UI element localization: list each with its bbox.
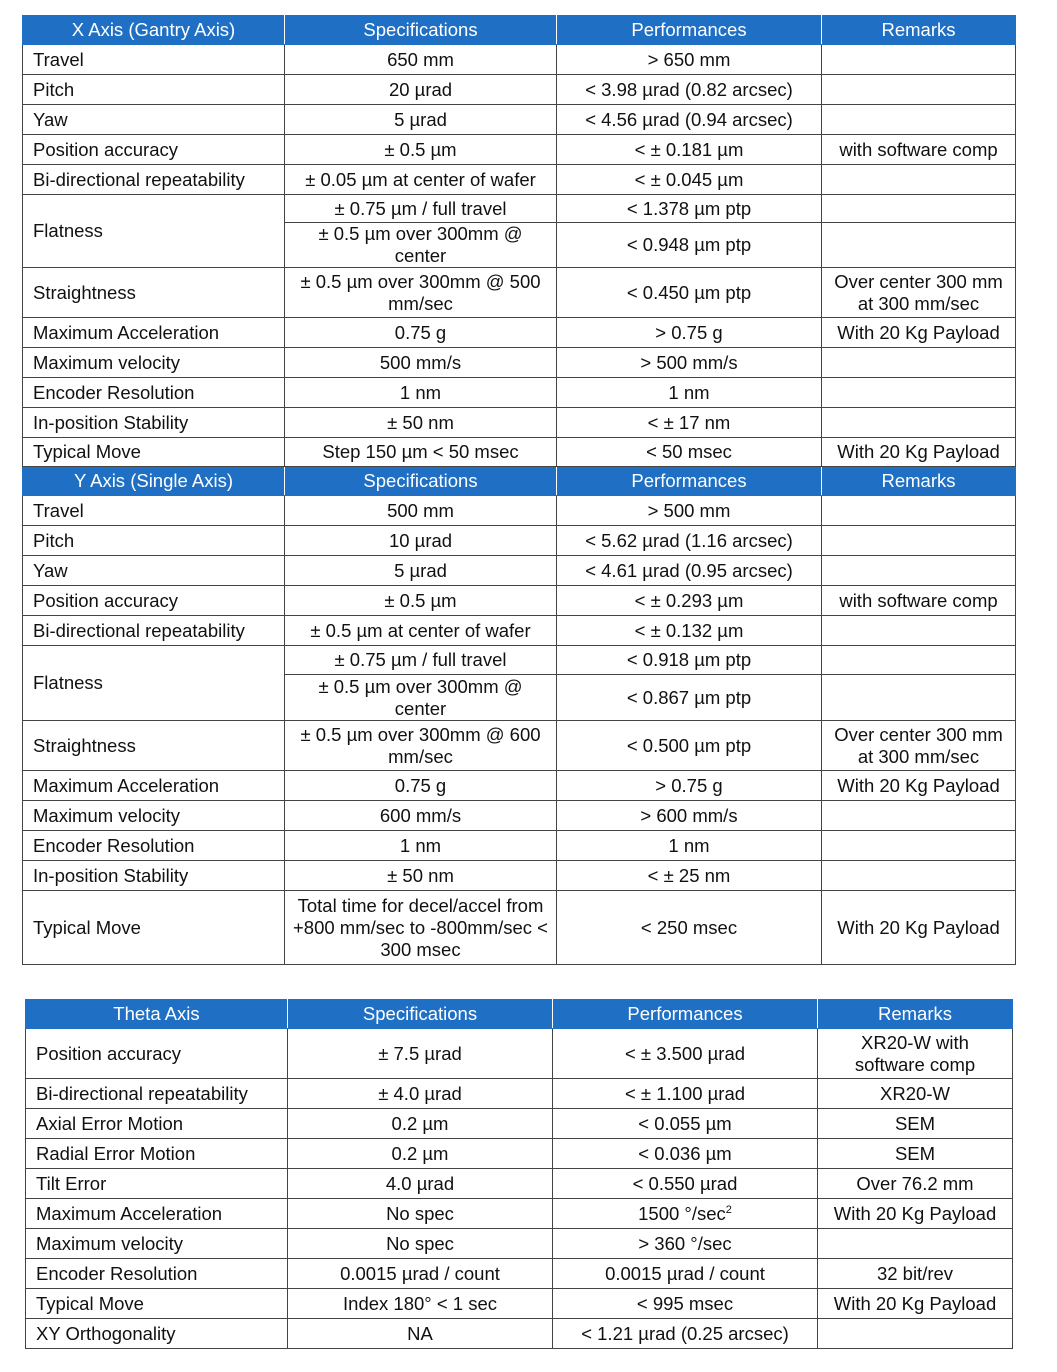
perf-cell: < 4.56 µrad (0.94 arcsec) [557,105,822,135]
perf-cell: > 0.75 g [557,318,822,348]
param-cell: Position accuracy [26,1029,288,1079]
spec-cell: No spec [288,1199,553,1229]
spec-cell: ± 7.5 µrad [288,1029,553,1079]
performances-header-cell: Performances [557,467,822,496]
perf-cell: > 600 mm/s [557,801,822,831]
table-row [23,831,1016,861]
performances-header-cell: Performances [557,16,822,45]
spec-cell: ± 0.5 µm at center of wafer [285,616,557,646]
table-row [23,165,1016,195]
spec-cell: 10 µrad [285,526,557,556]
table-row [26,1289,1013,1319]
param-cell: Typical Move [23,438,285,467]
table-row [23,75,1016,105]
remark-cell [822,861,1016,891]
table-row [26,1319,1013,1349]
param-cell: Travel [23,496,285,526]
specifications-header-cell: Specifications [285,16,557,45]
spec-cell: No spec [288,1229,553,1259]
spec-cell: 5 µrad [285,105,557,135]
perf-cell: < 3.98 µrad (0.82 arcsec) [557,75,822,105]
theta-axis-header-cell: Theta Axis [26,1000,288,1029]
param-cell: Maximum velocity [23,348,285,378]
param-cell: Maximum Acceleration [23,318,285,348]
table-row [23,616,1016,646]
remark-cell: With 20 Kg Payload [818,1289,1013,1319]
perf-cell: < 0.867 µm ptp [557,675,822,721]
table-row [26,1109,1013,1139]
param-cell: In-position Stability [23,861,285,891]
remark-cell: with software comp [822,586,1016,616]
spec-cell: ± 50 nm [285,408,557,438]
param-cell: Yaw [23,105,285,135]
specifications-header-cell: Specifications [285,467,557,496]
remark-cell [822,616,1016,646]
perf-cell: < 4.61 µrad (0.95 arcsec) [557,556,822,586]
param-cell: Typical Move [26,1289,288,1319]
remark-cell: Over 76.2 mm [818,1169,1013,1199]
perf-cell: < 0.055 µm [553,1109,818,1139]
remark-cell [822,831,1016,861]
x-axis-header-cell: X Axis (Gantry Axis) [23,16,285,45]
remark-cell [822,526,1016,556]
param-cell: Maximum velocity [26,1229,288,1259]
remark-cell: 32 bit/rev [818,1259,1013,1289]
remark-cell [822,646,1016,675]
table-row [26,1079,1013,1109]
param-cell: Radial Error Motion [26,1139,288,1169]
spec-cell: 500 mm/s [285,348,557,378]
table-row [26,1199,1013,1229]
table-row [23,378,1016,408]
param-cell: Straightness [23,268,285,318]
table-row [26,1029,1013,1079]
param-cell: Encoder Resolution [23,831,285,861]
perf-cell: < 5.62 µrad (1.16 arcsec) [557,526,822,556]
table-row [26,1259,1013,1289]
table-row [23,586,1016,616]
param-cell: Maximum Acceleration [26,1199,288,1229]
perf-cell: < 0.948 µm ptp [557,223,822,268]
remark-cell: With 20 Kg Payload [822,318,1016,348]
remark-cell [822,408,1016,438]
perf-cell: < 250 msec [557,891,822,965]
table-row [23,268,1016,318]
table-row [23,195,1016,223]
table-row [23,105,1016,135]
param-cell: Maximum Acceleration [23,771,285,801]
param-cell: Typical Move [23,891,285,965]
param-cell: Bi-directional repeatability [23,616,285,646]
param-cell: Bi-directional repeatability [23,165,285,195]
specifications-header-cell: Specifications [288,1000,553,1029]
table-row [26,1169,1013,1199]
remark-cell: SEM [818,1139,1013,1169]
remark-cell [822,801,1016,831]
perf-cell: < ± 25 nm [557,861,822,891]
table-row [23,891,1016,965]
spec-cell: 0.2 µm [288,1109,553,1139]
perf-cell: < ± 1.100 µrad [553,1079,818,1109]
spec-cell: ± 4.0 µrad [288,1079,553,1109]
spec-cell: 1 nm [285,831,557,861]
perf-cell: > 360 °/sec [553,1229,818,1259]
remark-cell: Over center 300 mm at 300 mm/sec [822,721,1016,771]
performances-header-cell: Performances [553,1000,818,1029]
param-cell: In-position Stability [23,408,285,438]
perf-cell: < 0.550 µrad [553,1169,818,1199]
perf-cell: 1 nm [557,378,822,408]
table-row [23,556,1016,586]
table-row [23,861,1016,891]
theta-axis-header-row [26,1000,1013,1029]
x-axis-header-row [23,16,1016,45]
spec-cell: 5 µrad [285,556,557,586]
table-row [23,348,1016,378]
spec-cell: 1 nm [285,378,557,408]
perf-cell: < ± 17 nm [557,408,822,438]
remark-cell: With 20 Kg Payload [822,891,1016,965]
remark-cell [818,1319,1013,1349]
spec-cell: ± 0.5 µm [285,586,557,616]
table-row [23,408,1016,438]
param-cell: Flatness [23,195,285,268]
perf-cell: 1 nm [557,831,822,861]
y-axis-header-row [23,467,1016,496]
param-cell: Position accuracy [23,135,285,165]
remark-cell [822,75,1016,105]
param-cell: Flatness [23,646,285,721]
spec-cell: 0.0015 µrad / count [288,1259,553,1289]
theta-axis-spec-table [25,999,1013,1349]
table-row [23,496,1016,526]
perf-cell: < ± 3.500 µrad [553,1029,818,1079]
superscript: 2 [725,1203,732,1216]
spec-cell: 500 mm [285,496,557,526]
perf-cell: > 650 mm [557,45,822,75]
spec-cell: Index 180° < 1 sec [288,1289,553,1319]
remark-cell [822,378,1016,408]
spec-cell: 600 mm/s [285,801,557,831]
table-row [23,771,1016,801]
param-cell: Position accuracy [23,586,285,616]
perf-cell: < 0.500 µm ptp [557,721,822,771]
param-cell: Axial Error Motion [26,1109,288,1139]
remark-cell [822,165,1016,195]
spec-cell: Total time for decel/accel from +800 mm/sec to -800mm/sec < 300 msec [285,891,557,965]
param-cell: XY Orthogonality [26,1319,288,1349]
remarks-header-cell: Remarks [818,1000,1013,1029]
param-cell: Tilt Error [26,1169,288,1199]
perf-cell: > 0.75 g [557,771,822,801]
perf-value: 1500 °/sec [638,1202,726,1224]
perf-cell [553,1199,818,1229]
table-row [26,1229,1013,1259]
spec-cell: ± 0.75 µm / full travel [285,195,557,223]
spec-cell: Step 150 µm < 50 msec [285,438,557,467]
table-row [26,1139,1013,1169]
perf-cell: < 0.036 µm [553,1139,818,1169]
table-row [23,45,1016,75]
remark-cell [822,105,1016,135]
remark-cell: XR20-W [818,1079,1013,1109]
param-cell: Maximum velocity [23,801,285,831]
param-cell: Encoder Resolution [23,378,285,408]
spec-cell: ± 50 nm [285,861,557,891]
table-row [23,135,1016,165]
param-cell: Travel [23,45,285,75]
spec-cell: 650 mm [285,45,557,75]
remark-cell [822,556,1016,586]
perf-cell: > 500 mm/s [557,348,822,378]
remark-cell: With 20 Kg Payload [822,771,1016,801]
y-axis-header-cell: Y Axis (Single Axis) [23,467,285,496]
remark-cell [822,496,1016,526]
spec-cell: ± 0.5 µm over 300mm @ center [285,223,557,268]
spec-cell: ± 0.5 µm over 300mm @ 500 mm/sec [285,268,557,318]
table-row [23,438,1016,467]
spec-cell: ± 0.5 µm over 300mm @ center [285,675,557,721]
perf-cell: < 995 msec [553,1289,818,1319]
param-cell: Pitch [23,75,285,105]
perf-cell: < 1.378 µm ptp [557,195,822,223]
table-row [23,526,1016,556]
spec-cell: ± 0.5 µm [285,135,557,165]
spec-cell: ± 0.75 µm / full travel [285,646,557,675]
remark-cell [818,1229,1013,1259]
perf-cell: < ± 0.045 µm [557,165,822,195]
remark-cell [822,195,1016,223]
perf-cell: < 0.450 µm ptp [557,268,822,318]
param-cell: Bi-directional repeatability [26,1079,288,1109]
spec-cell: ± 0.5 µm over 300mm @ 600 mm/sec [285,721,557,771]
remark-cell [822,348,1016,378]
perf-cell: > 500 mm [557,496,822,526]
remark-cell [822,675,1016,721]
spec-cell: 4.0 µrad [288,1169,553,1199]
remark-cell: XR20-W with software comp [818,1029,1013,1079]
remark-cell [822,223,1016,268]
remark-cell: Over center 300 mm at 300 mm/sec [822,268,1016,318]
spec-cell: 20 µrad [285,75,557,105]
remark-cell: With 20 Kg Payload [818,1199,1013,1229]
spec-cell: 0.75 g [285,771,557,801]
remark-cell: With 20 Kg Payload [822,438,1016,467]
param-cell: Pitch [23,526,285,556]
param-cell: Yaw [23,556,285,586]
perf-cell: < ± 0.181 µm [557,135,822,165]
remark-cell: SEM [818,1109,1013,1139]
table-row [23,801,1016,831]
param-cell: Encoder Resolution [26,1259,288,1289]
spec-cell: ± 0.05 µm at center of wafer [285,165,557,195]
perf-cell: < ± 0.293 µm [557,586,822,616]
param-cell: Straightness [23,721,285,771]
spec-cell: NA [288,1319,553,1349]
table-row [23,646,1016,675]
perf-cell: < ± 0.132 µm [557,616,822,646]
table-row [23,318,1016,348]
perf-cell: 0.0015 µrad / count [553,1259,818,1289]
spec-cell: 0.75 g [285,318,557,348]
remarks-header-cell: Remarks [822,16,1016,45]
perf-cell: < 50 msec [557,438,822,467]
xy-axis-spec-table [22,15,1016,965]
perf-cell: < 0.918 µm ptp [557,646,822,675]
perf-cell: < 1.21 µrad (0.25 arcsec) [553,1319,818,1349]
remark-cell [822,45,1016,75]
remarks-header-cell: Remarks [822,467,1016,496]
table-row [23,721,1016,771]
remark-cell: with software comp [822,135,1016,165]
spec-cell: 0.2 µm [288,1139,553,1169]
